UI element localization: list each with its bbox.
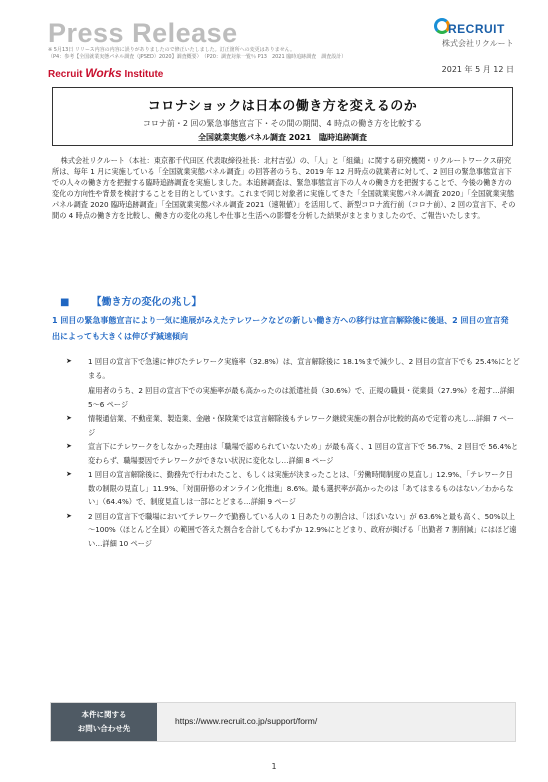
key-finding: 1 回目の緊急事態宣言により一気に進展がみえたテレワークなどの新しい働き方への移行は宣言解除後に後退、2 回目の宣言発出によっても大きくは伸びず減速傾向 [52, 316, 509, 341]
list-item-text: 1 回目の宣言下で急速に伸びたテレワーク実施率（32.8%）は、宣言解除後に 18.1%まで減少し、2 回目の宣言下でも 25.4%にとどまる。 [88, 357, 520, 380]
square-bullet-icon: ■ [60, 297, 70, 308]
arrow-bullet-icon: ➤ [66, 511, 72, 520]
revision-note: （P4：参考【全国就業実態パネル調査（JPSED）2020】調査概要） （P20：調査対象一覧％ P13 2021 臨時追跡調査 調査設計） [48, 54, 347, 60]
list-item-detail: 雇用者のうち、2 回目の宣言下での実施率が最も高かったのは派遣社員（30.6%）で、正規の職員・従業員（27.9%）を超す…詳細 5～6 ページ [88, 386, 515, 409]
contact-label: 本件に関する お問い合わせ先 [51, 703, 157, 741]
works-institute-logo: Recruit Works Institute [48, 66, 164, 80]
intro-paragraph: 株式会社リクルート（本社：東京都千代田区 代表取締役社長：北村吉弘）の、「人」と「組織」に関する研究機関・リクルートワークス研究所は、毎年 1 月に実施している「全国就業実態パネル調査」の回答者のうち、2019 年 12 月時点の就業者に対して、2 回目の緊急事態宣言下での人々の働き方を把握する臨時追跡調査を実施しました。本追跡調査は、緊急事態宣言下の人々の働き方を把握することで、今後の働き方の変化の方向性や背景を検討することを目的としています。これまで同じ対象者に実施してきた「全国就業実態パネル調査 2020」「全国就業実態パネル調査 2020 臨時追跡調査」「全国就業実態パネル調査 2021（速報値）」を活用して、新型コロナ流行前（コロナ前）、2 回の宣言下、その間の 4 時点の働き方を比較し、働き方の変化の兆しや仕事と生活への影響を分析した結果がまとまりましたので、ご報告いたします。 [52, 156, 516, 220]
contact-url-link[interactable]: https://www.recruit.co.jp/support/form/ [175, 716, 318, 726]
section-heading-text: 【働き方の変化の兆し】 [91, 297, 202, 308]
release-date: 2021 年 5 月 12 日 [441, 65, 514, 74]
contact-bar [50, 702, 516, 742]
recruit-logo [434, 16, 514, 56]
list-item-text: 2 回目の宣言下で職場においてテレワークで勤務している人の 1 日あたりの割合は、「ほぼいない」が 63.6%と最も高く、50%以上～100%（ほとんど全員）の範囲で答えた割合を合計してもわずか 12.9%にとどまり、政府が掲げる「出勤者 7 割削減」にはほど遠い…詳細 10 ページ [88, 511, 517, 548]
title-box [52, 87, 513, 146]
arrow-bullet-icon: ➤ [66, 442, 72, 450]
subtitle: コロナ前・2 回の緊急事態宣言下・その間の期間、4 時点の働き方を比較する [142, 119, 423, 128]
arrow-bullet-icon: ➤ [66, 470, 72, 478]
list-item-text: 宣言下にテレワークをしなかった理由は「職場で認められていないため」が最も高く、1 回目の宣言下で 56.7%、2 回目で 56.4%と変わらず、職場要因でテレワークができない状況に変化なし…詳細 8 ページ [88, 442, 519, 465]
press-release-title: Press Release [48, 18, 238, 48]
list-item [66, 468, 520, 509]
list-item-text: 情報通信業、不動産業、製造業、金融・保険業では宣言解除後もテレワーク継続実施の割合が比較的高めで定着の兆し…詳細 7 ページ [88, 414, 514, 437]
main-title: コロナショックは日本の働き方を変えるのか [147, 99, 418, 114]
list-item-text: 1 回目の宣言解除後に、勤務先で行われたこと、もしくは実施が決まったことは、「労働時間制度の見直し」12.9%、「テレワーク日数の制限の見直し」11.9%、「対面研修のオンライン化推進」8.6%。最も選択率が高かったのは「あてはまるものはない／わからない」（64.4%）で、制度見直しは一部にとどまる…詳細 9 ページ [88, 470, 514, 506]
revision-notes [48, 47, 408, 61]
findings-list [66, 355, 520, 551]
recruit-logo-name: RECRUIT [448, 22, 505, 36]
list-item [66, 412, 520, 439]
arrow-bullet-icon: ➤ [66, 414, 72, 422]
revision-note: ※ 5月13日 リリース内容の内容に誤りがありましたので修正いたしました。訂正箇所への変更はありません。 [48, 47, 295, 53]
page-number: 1 [271, 762, 277, 771]
list-item [66, 510, 520, 551]
list-item [66, 355, 520, 411]
section-heading [60, 293, 201, 308]
survey-name: 全国就業実態パネル調査 2021 臨時追跡調査 [197, 133, 368, 142]
arrow-bullet-icon: ➤ [66, 357, 72, 365]
recruit-corp-name: 株式会社リクルート [442, 39, 514, 48]
list-item [66, 440, 520, 467]
